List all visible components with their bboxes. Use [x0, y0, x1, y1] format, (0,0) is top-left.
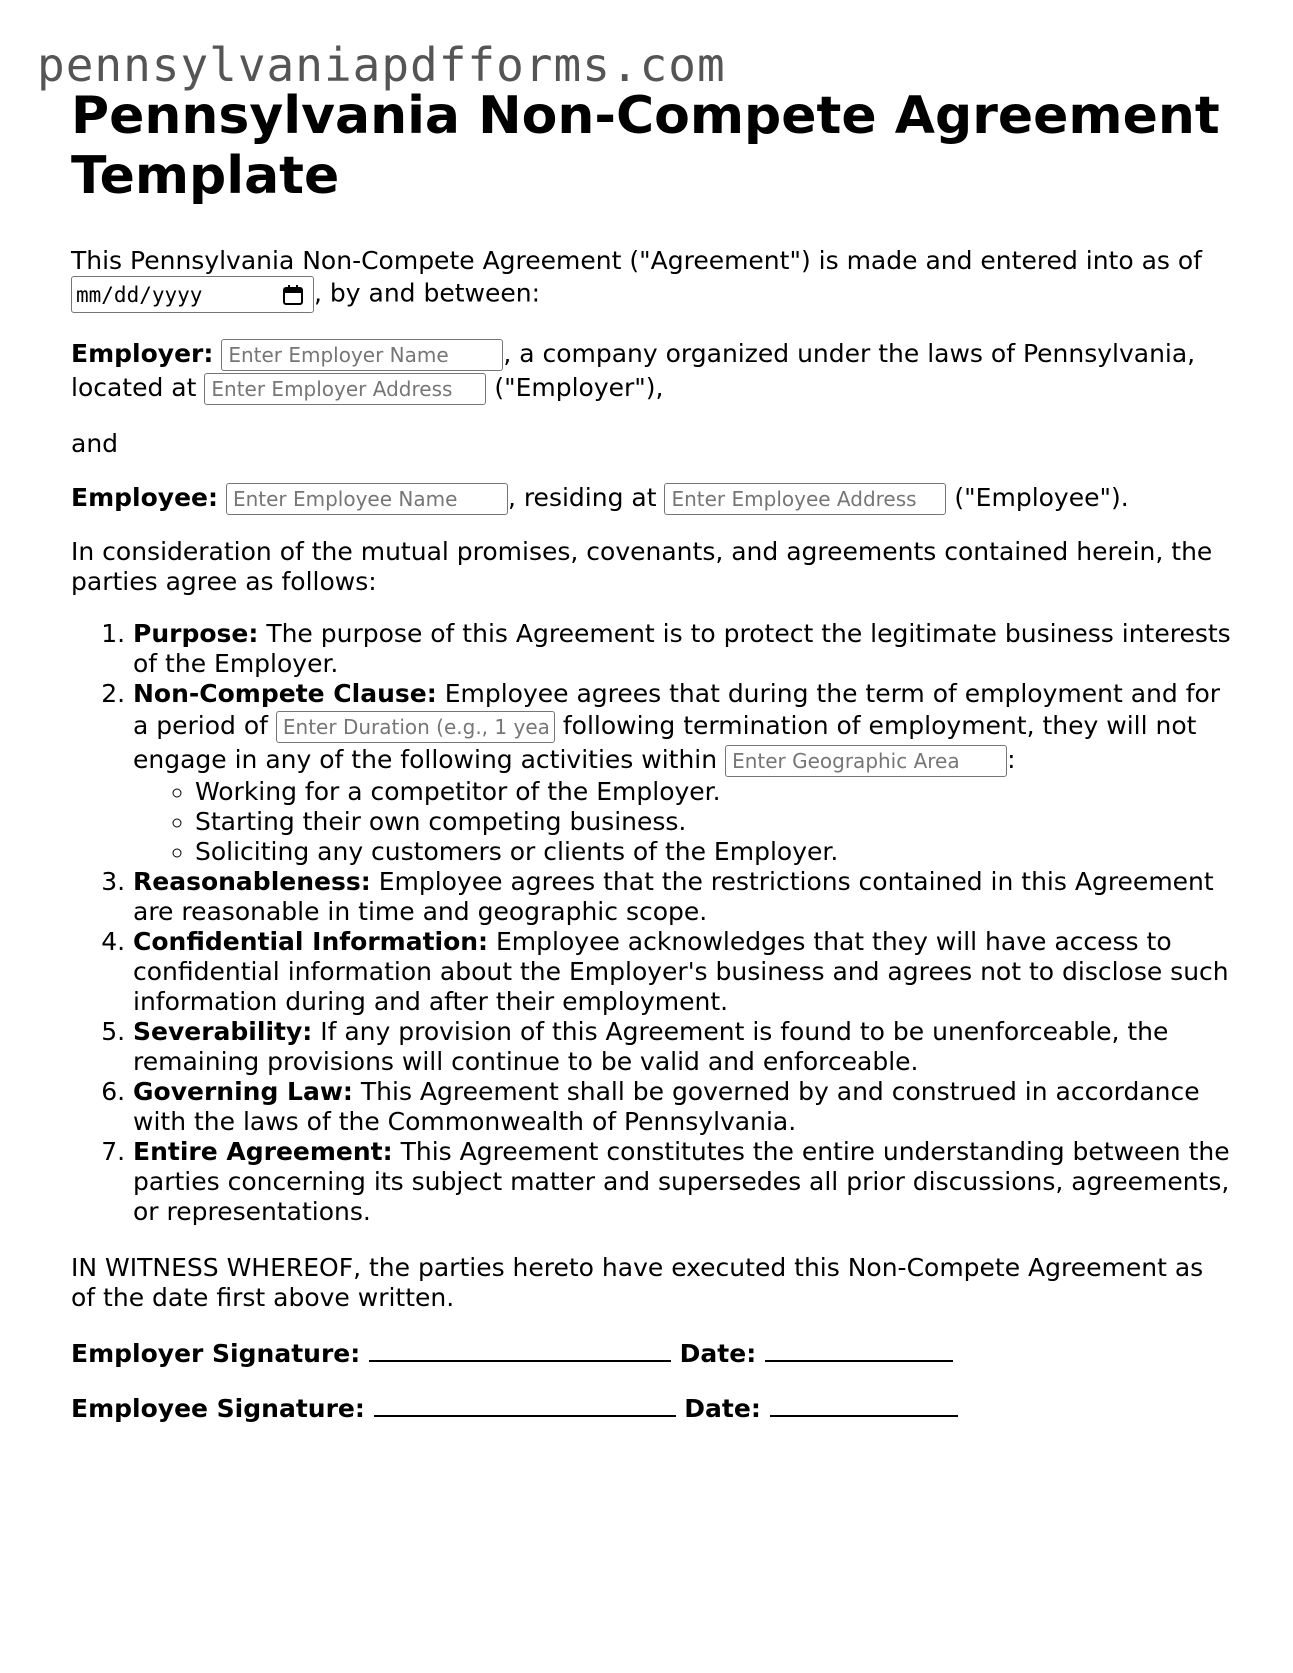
clause-title: Confidential Information: [133, 927, 489, 956]
employer-name-input[interactable] [221, 339, 503, 371]
clause-text: following termination of employment, they will not engage in any of the following activities within [133, 711, 1197, 774]
date-label: Date: [684, 1394, 761, 1423]
site-watermark: pennsylvaniapdfforms.com [37, 38, 726, 92]
employee-signature-line[interactable] [374, 1395, 676, 1417]
clause-title: Severability: [133, 1017, 313, 1046]
page-title: Pennsylvania Non-Compete Agreement Template [71, 86, 1220, 206]
clause-title: Governing Law: [133, 1077, 353, 1106]
clause-confidential-information [133, 927, 1231, 1017]
clause-entire-agreement [133, 1137, 1231, 1227]
clause-governing-law [133, 1077, 1231, 1137]
agreement-document [71, 86, 1231, 1424]
list-item: ◦ Soliciting any customers or clients of the Employer. [195, 837, 1231, 867]
employer-signature-line[interactable] [369, 1340, 671, 1362]
clause-text: : [1007, 745, 1016, 774]
intro-text: This Pennsylvania Non-Compete Agreement ("Agreement") is made and entered into as of [71, 246, 1202, 275]
list-item: ◦ Starting their own competing business. [195, 807, 1231, 837]
clause-title: Entire Agreement: [133, 1137, 393, 1166]
clause-text: This Agreement shall be governed by and construed in accordance with the laws of the Commonwealth of Pennsylvania. [133, 1077, 1200, 1136]
clause-text: Employee acknowledges that they will have access to confidential information about the Employer's business and agrees not to disclose such information during and after their employment. [133, 927, 1229, 1016]
intro-text-after: , by and between: [314, 278, 541, 308]
employee-label: Employee: [71, 483, 218, 512]
clause-title: Non-Compete Clause: [133, 679, 437, 708]
consideration-paragraph: In consideration of the mutual promises, covenants, and agreements contained herein, the parties agree as follows: [71, 537, 1213, 596]
clause-title: Purpose: [133, 619, 259, 648]
activity-list [133, 777, 1231, 867]
list-item: ◦ Working for a competitor of the Employer. [195, 777, 1231, 807]
date-placeholder: mm/dd/yyyy [76, 282, 203, 307]
clause-severability [133, 1017, 1231, 1077]
clause-non-compete [133, 679, 1231, 867]
clause-text: If any provision of this Agreement is found to be unenforceable, the remaining provisions will continue to be valid and enforceable. [133, 1017, 1169, 1076]
calendar-icon[interactable] [281, 283, 305, 307]
employee-text-end: ("Employee"). [954, 483, 1129, 512]
duration-input[interactable] [276, 711, 555, 743]
date-label: Date: [679, 1339, 757, 1368]
employer-address-input[interactable] [204, 373, 486, 405]
employee-paragraph [71, 483, 1231, 515]
employee-text-mid: , residing at [507, 483, 657, 512]
employee-signature-label: Employee Signature: [71, 1394, 365, 1423]
employer-date-line[interactable] [765, 1340, 953, 1362]
witness-paragraph: IN WITNESS WHEREOF, the parties hereto have executed this Non-Compete Agreement as of the date first above written. [71, 1253, 1204, 1312]
employer-text-end: ("Employer"), [494, 373, 664, 402]
clause-list [71, 619, 1231, 1227]
clause-text: The purpose of this Agreement is to protect the legitimate business interests of the Employer. [133, 619, 1231, 678]
employee-address-input[interactable] [664, 483, 946, 515]
employee-date-line[interactable] [770, 1395, 958, 1417]
employer-label: Employer: [71, 339, 214, 368]
clause-title: Reasonableness: [133, 867, 371, 896]
and-text: and [71, 429, 119, 458]
employee-name-input[interactable] [226, 483, 508, 515]
employer-text-mid: , a company organized under the laws of Pennsylvania, located at [71, 339, 1196, 402]
clause-text: Employee agrees that the restrictions contained in this Agreement are reasonable in time and geographic scope. [133, 867, 1214, 926]
intro-paragraph [71, 246, 1231, 313]
geographic-area-input[interactable] [725, 745, 1007, 777]
agreement-date-input[interactable] [71, 276, 314, 313]
clause-purpose [133, 619, 1231, 679]
clause-reasonableness [133, 867, 1231, 927]
clause-text: This Agreement constitutes the entire understanding between the parties concerning its subject matter and supersedes all prior discussions, agreements, or representations. [133, 1137, 1230, 1226]
employer-signature-row [71, 1339, 1231, 1369]
employee-signature-row [71, 1394, 1231, 1424]
employer-signature-label: Employer Signature: [71, 1339, 361, 1368]
employer-paragraph [71, 337, 1231, 405]
clause-text: Employee agrees that during the term of employment and for a period of [133, 679, 1221, 740]
